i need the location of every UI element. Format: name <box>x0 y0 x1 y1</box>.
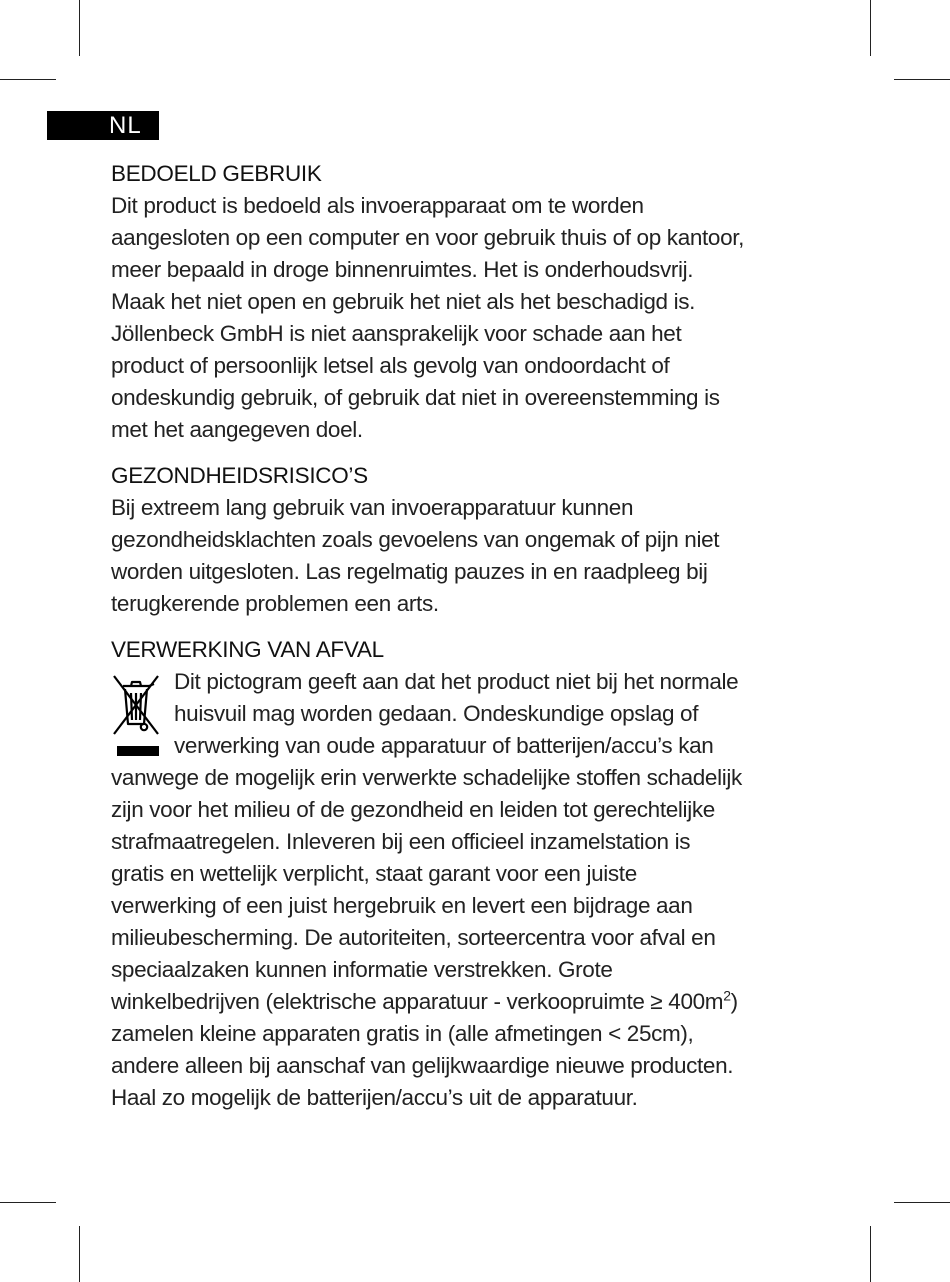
section-waste-disposal <box>111 634 851 1114</box>
text-fragment: ) <box>730 989 738 1014</box>
text-line: Maak het niet open en gebruik het niet als het beschadigd is. <box>111 289 696 314</box>
text-line: Bij extreem lang gebruik van invoerapparatuur kunnen <box>111 495 634 520</box>
text-line: andere alleen bij aanschaf van gelijkwaardige nieuwe producten. <box>111 1053 734 1078</box>
text-line: vanwege de mogelijk erin verwerkte schadelijke stoffen schadelijk <box>111 765 742 790</box>
section-health-risks <box>111 460 851 620</box>
text-line: product of persoonlijk letsel als gevolg van ondoordacht of <box>111 353 670 378</box>
crop-mark <box>79 0 80 56</box>
text-line-area <box>111 986 851 1018</box>
text-line: worden uitgesloten. Las regelmatig pauzes in en raadpleeg bij <box>111 559 708 584</box>
text-line: aangesloten op een computer en voor gebruik thuis of op kantoor, <box>111 225 745 250</box>
text-line: Dit pictogram geeft aan dat het product niet bij het normale <box>174 669 739 694</box>
text-line: zamelen kleine apparaten gratis in (alle afmetingen < 25cm), <box>111 1021 694 1046</box>
text-line: Dit product is bedoeld als invoerapparaat om te worden <box>111 193 644 218</box>
text-fragment: winkelbedrijven (elektrische apparatuur - verkoopruimte ≥ 400m <box>111 989 724 1014</box>
crossed-out-wheelie-bin-icon <box>111 672 161 736</box>
text-line: Jöllenbeck GmbH is niet aansprakelijk voor schade aan het <box>111 321 682 346</box>
crop-mark <box>870 1226 871 1282</box>
waste-icon-row <box>111 666 851 762</box>
text-line: terugkerende problemen een arts. <box>111 591 439 616</box>
section-heading: GEZONDHEIDSRISICO’S <box>111 463 368 488</box>
crop-mark <box>79 1226 80 1282</box>
section-intended-use <box>111 158 851 446</box>
superscript: 2 <box>723 987 731 1004</box>
manual-content <box>111 158 851 1128</box>
crop-mark <box>870 0 871 56</box>
text-line: Haal zo mogelijk de batterijen/accu’s uit de apparatuur. <box>111 1085 638 1110</box>
section-heading: BEDOELD GEBRUIK <box>111 161 322 186</box>
text-line: gezondheidsklachten zoals gevoelens van ongemak of pijn niet <box>111 527 720 552</box>
indented-text <box>174 666 738 762</box>
text-line: milieubescherming. De autoriteiten, sorteercentra voor afval en <box>111 925 716 950</box>
section-heading: VERWERKING VAN AFVAL <box>111 637 384 662</box>
language-tab <box>47 111 159 140</box>
separator-bar <box>117 746 159 756</box>
crop-mark <box>894 79 950 80</box>
text-line: strafmaatregelen. Inleveren bij een officieel inzamelstation is <box>111 829 691 854</box>
text-line: ondeskundig gebruik, of gebruik dat niet in overeenstemming is <box>111 385 720 410</box>
text-line: huisvuil mag worden gedaan. Ondeskundige opslag of <box>174 701 699 726</box>
text-line: speciaalzaken kunnen informatie verstrekken. Grote <box>111 957 613 982</box>
text-line: meer bepaald in droge binnenruimtes. Het is onderhoudsvrij. <box>111 257 694 282</box>
text-line: verwerking van oude apparatuur of batterijen/accu’s kan <box>174 733 714 758</box>
crop-mark <box>894 1202 950 1203</box>
text-line: met het aangegeven doel. <box>111 417 363 442</box>
language-label: NL <box>109 112 142 139</box>
text-line: verwerking of een juist hergebruik en levert een bijdrage aan <box>111 893 693 918</box>
text-line: zijn voor het milieu of de gezondheid en leiden tot gerechtelijke <box>111 797 715 822</box>
crop-mark <box>0 79 56 80</box>
crop-mark <box>0 1202 56 1203</box>
text-line: gratis en wettelijk verplicht, staat garant voor een juiste <box>111 861 637 886</box>
